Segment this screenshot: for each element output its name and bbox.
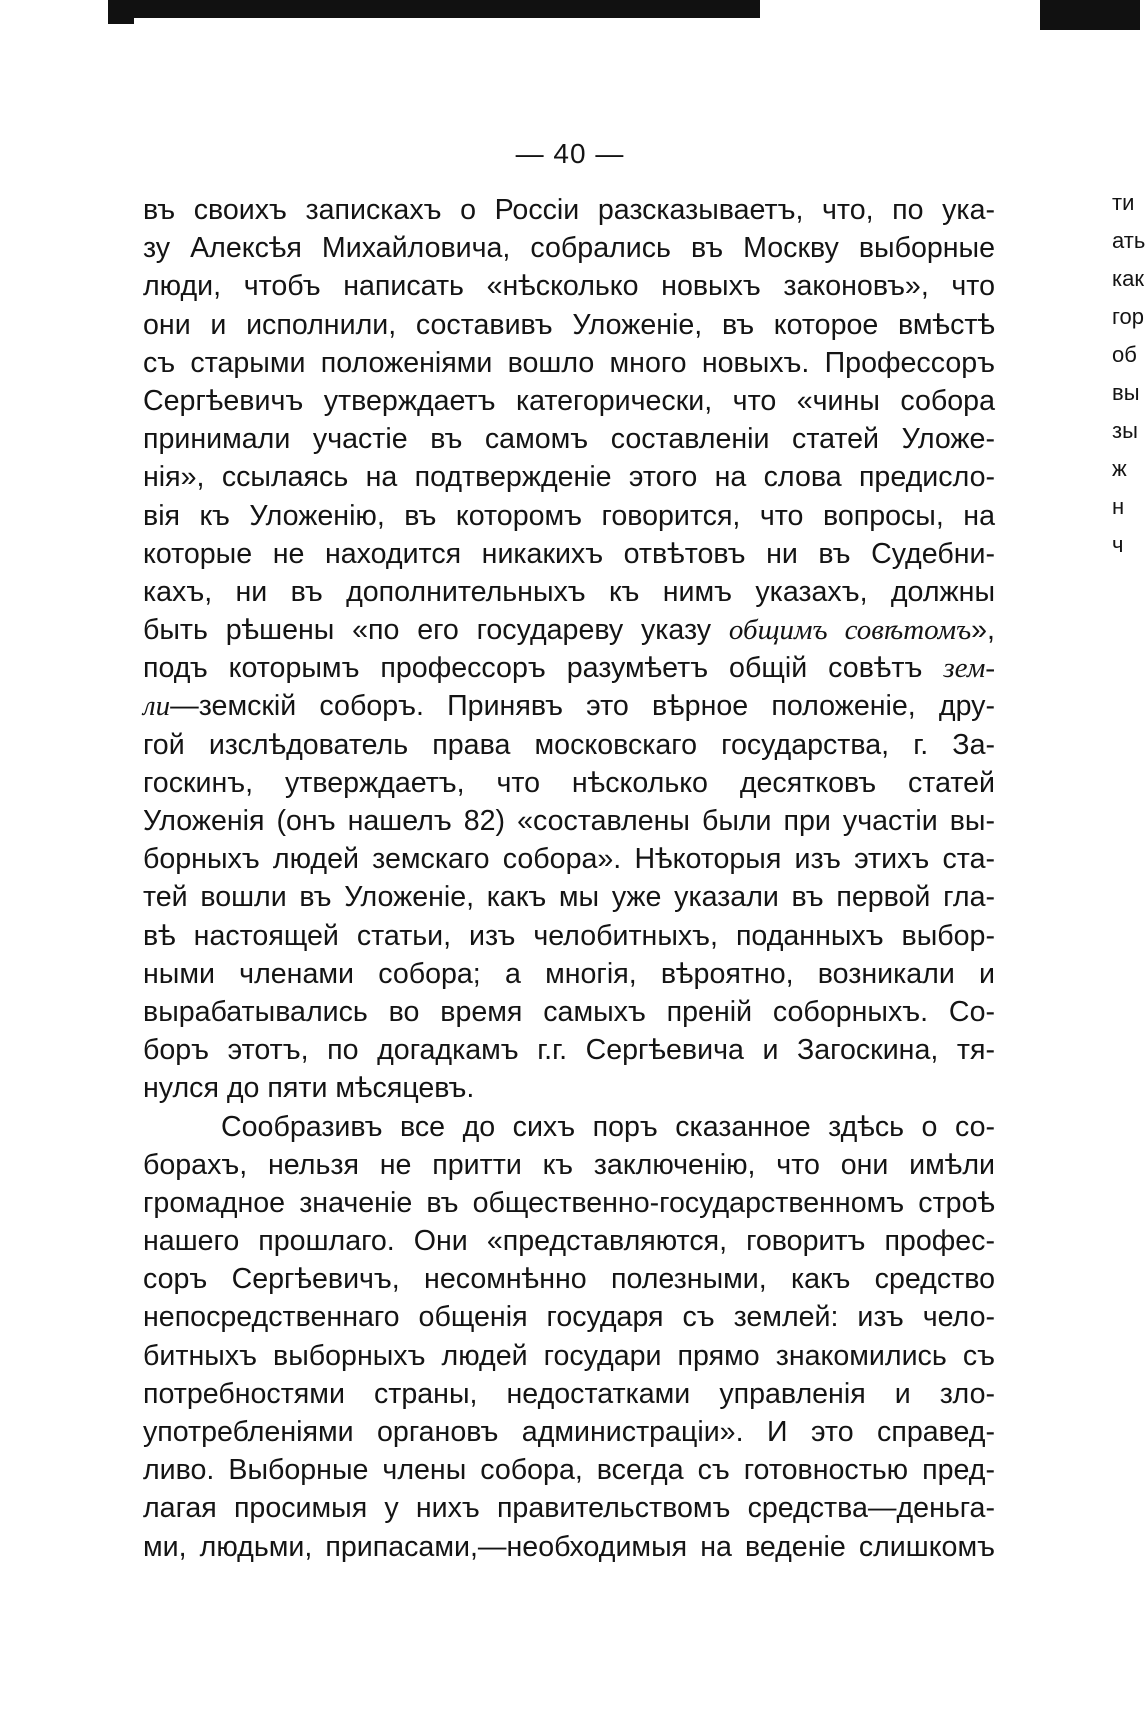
edge-fragment: вы	[1112, 380, 1140, 405]
text-line: потребностями страны, недостатками управленія и зло-	[143, 1377, 995, 1410]
text-line: нулся до пяти мѣсяцевъ.	[143, 1072, 475, 1105]
text-line: госкинъ, утверждаетъ, что нѣсколько десятковъ статей	[143, 766, 995, 799]
page-text	[143, 191, 995, 1566]
text-line: принимали участіе въ самомъ составленіи статей Уложе-	[143, 423, 995, 456]
text-line: борныхъ людей земскаго собора». Нѣкоторыя изъ этихъ ста-	[143, 843, 995, 876]
text-line: битныхъ выборныхъ людей государи прямо знакомились съ	[143, 1339, 995, 1372]
scan-edge-shadow	[120, 0, 760, 18]
text-line: ными членами собора; а многія, вѣроятно, возникали и	[143, 957, 995, 990]
edge-fragment: ч	[1112, 532, 1124, 557]
text-line: Сергѣевичъ утверждаетъ категорически, что «чины собора	[143, 384, 995, 417]
text-line: люди, чтобъ написать «нѣсколько новыхъ законовъ», что	[143, 270, 995, 303]
text-line: вырабатывались во время самыхъ преній соборныхъ. Со-	[143, 995, 995, 1028]
text-line: тей вошли въ Уложеніе, какъ мы уже указали въ первой гла-	[143, 881, 995, 914]
text-line: вѣ настоящей статьи, изъ челобитныхъ, поданныхъ выбор-	[143, 919, 995, 952]
text-line: громадное значеніе въ общественно-государственномъ строѣ	[143, 1186, 995, 1219]
text-line: зу Алексѣя Михайловича, собрались въ Москву выборные	[143, 232, 995, 265]
text-line: ливо. Выборные члены собора, всегда съ готовностью пред-	[143, 1454, 995, 1487]
edge-fragment: ти	[1112, 190, 1135, 215]
edge-fragment: н	[1112, 494, 1125, 519]
italic-phrase: зем-	[943, 652, 995, 685]
scan-edge-shadow	[108, 0, 134, 24]
text-line	[143, 611, 995, 649]
edge-fragment: гор	[1112, 304, 1145, 329]
text-line: нія», ссылаясь на подтвержденіе этого на слова предисло-	[143, 461, 995, 494]
text-segment: быть рѣшены «по его государеву указу	[143, 614, 729, 647]
text-line: Уложенія (онъ нашелъ 82) «составлены были при участіи вы-	[143, 805, 995, 837]
text-line: вія къ Уложенію, въ которомъ говорится, что вопросы, на	[143, 499, 995, 532]
edge-fragment: как	[1112, 266, 1144, 291]
text-line	[143, 687, 995, 725]
text-segment: подъ которымъ профессоръ разумѣетъ общій совѣтъ	[143, 652, 944, 685]
italic-phrase: общимъ совѣтомъ	[728, 614, 972, 647]
text-line: ми, людьми, припасами,—необходимыя на веденіе слишкомъ	[143, 1530, 995, 1563]
edge-fragment: ать	[1112, 228, 1145, 253]
text-line: они и исполнили, составивъ Уложеніе, въ которое вмѣстѣ	[143, 308, 995, 341]
page-number: — 40 —	[515, 138, 625, 169]
italic-phrase: ли	[143, 690, 171, 723]
edge-fragment: об	[1112, 342, 1137, 367]
text-segment: »,	[971, 614, 995, 647]
text-line: въ своихъ запискахъ о Россіи разсказываетъ, что, по ука-	[143, 194, 995, 226]
edge-fragment: зы	[1112, 418, 1138, 443]
text-segment: —земскій соборъ. Принявъ это вѣрное положеніе, дру-	[170, 690, 995, 723]
text-line: боръ этотъ, по догадкамъ г.г. Сергѣевича и Загоскина, тя-	[143, 1034, 995, 1067]
text-line: борахъ, нельзя не притти къ заключенію, что они имѣли	[143, 1148, 995, 1181]
text-line: гой изслѣдователь права московскаго государства, г. За-	[143, 728, 995, 761]
text-line: съ старыми положеніями вошло много новыхъ. Профессоръ	[143, 346, 995, 379]
text-line: соръ Сергѣевичъ, несомнѣнно полезными, какъ средство	[143, 1263, 995, 1296]
edge-fragment: ж	[1112, 456, 1127, 481]
text-line: кахъ, ни въ дополнительныхъ къ нимъ указахъ, должны	[143, 575, 995, 608]
text-line: лагая просимыя у нихъ правительствомъ средства—деньга-	[143, 1492, 995, 1525]
text-line: непосредственнаго общенія государя съ землей: изъ чело-	[143, 1301, 995, 1334]
text-line: употребленіями органовъ администраціи». И это справед-	[143, 1416, 995, 1448]
text-line: нашего прошлаго. Они «представляются, говоритъ профес-	[143, 1225, 995, 1258]
text-line: которые не находится никакихъ отвѣтовъ ни въ Судебни-	[143, 537, 995, 570]
scan-edge-shadow	[1040, 0, 1140, 30]
text-line: Сообразивъ все до сихъ поръ сказанное здѣсь о со-	[221, 1110, 995, 1143]
text-line	[143, 649, 995, 687]
